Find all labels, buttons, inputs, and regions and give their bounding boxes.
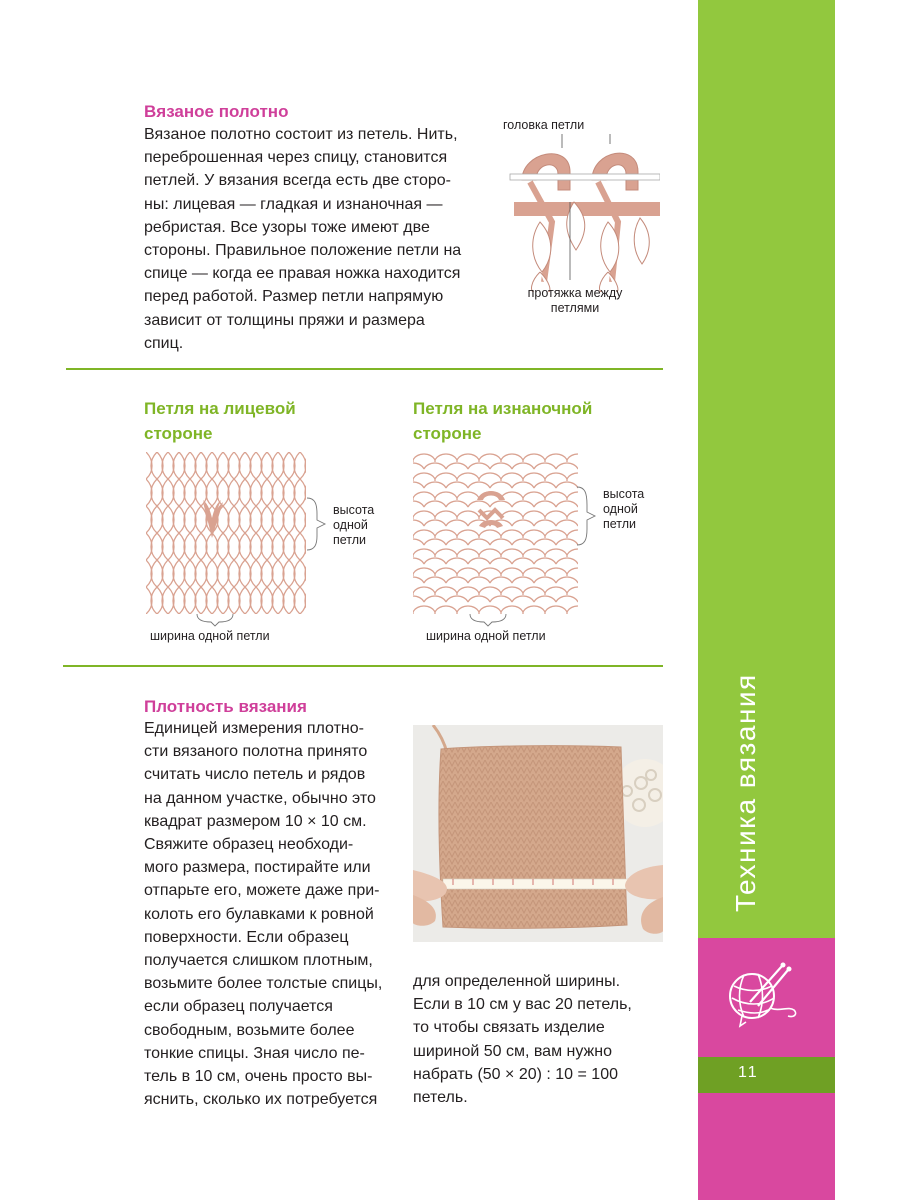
height-bracket [305,496,329,552]
knitted-fabric-text: Вязаное полотно состоит из петель. Нить, переброшенная через спицу, становится петлей. У вязания всегда есть две сторо- ны: лицевая — гладкая и изнаночная — ребристая. Все узоры тоже имеют две стороны. Правильное положение петли на спице — когда ее правая ножка находится перед работой. Размер петли напрямую зависит от толщины пряжи и размера спиц. [144,126,462,352]
width-bracket [468,612,508,628]
page-number: 11 [738,1064,759,1081]
label-strand-between-loops: протяжка между петлями [527,286,623,315]
knitted-swatch-photo [413,725,663,942]
label-loop-width-knit: ширина одной петли [150,629,270,643]
heading-knit-side-loop: Петля на лицевой стороне [144,399,296,443]
width-bracket [195,612,235,628]
heading-purl-side-loop: Петля на изнаночной стороне [413,399,593,443]
divider [63,665,663,667]
loop-on-needle-diagram [500,132,660,292]
label-loop-width-purl: ширина одной петли [426,629,546,643]
height-bracket [575,485,599,547]
chapter-title: Техника вязания [730,673,761,912]
swatch [439,746,627,929]
gauge-text-right: для определенной ширины. Если в 10 см у вас 20 петель, то чтобы связать изделие шириной 50 см, вам нужно набрать (50 × 20) : 10 = 100 петель. [413,973,632,1107]
gauge-text-left: Единицей измерения плотно- сти вязаного полотна принято считать число петель и рядов на данном участке, обычно это квадрат размером 10 × 10 см. Свяжите образец необходи- мого размера, постирайте или отпарьте его, можете даже при- колоть его булавками к ровной поверхности. Если образец получается слишком плотным, возьмите более толстые спицы, если образец получается свободным, возьмите более тонкие спицы. Зная число пе- тель в 10 см, очень просто вы- яснить, сколько их потребуется [144,720,383,1109]
yarn-ball-icon [724,962,800,1030]
label-loop-height-purl: высота одной петли [603,487,645,531]
section-heading-knitted-fabric: Вязаное полотно [144,102,289,121]
divider [66,368,663,370]
page-number-band [698,1057,835,1093]
knit-stitch-diagram [146,452,306,614]
purl-stitch-diagram [413,452,578,614]
label-loop-height-knit: высота одной петли [333,503,375,547]
section-heading-gauge: Плотность вязания [144,697,307,716]
label-loop-head: головка петли [503,118,585,132]
